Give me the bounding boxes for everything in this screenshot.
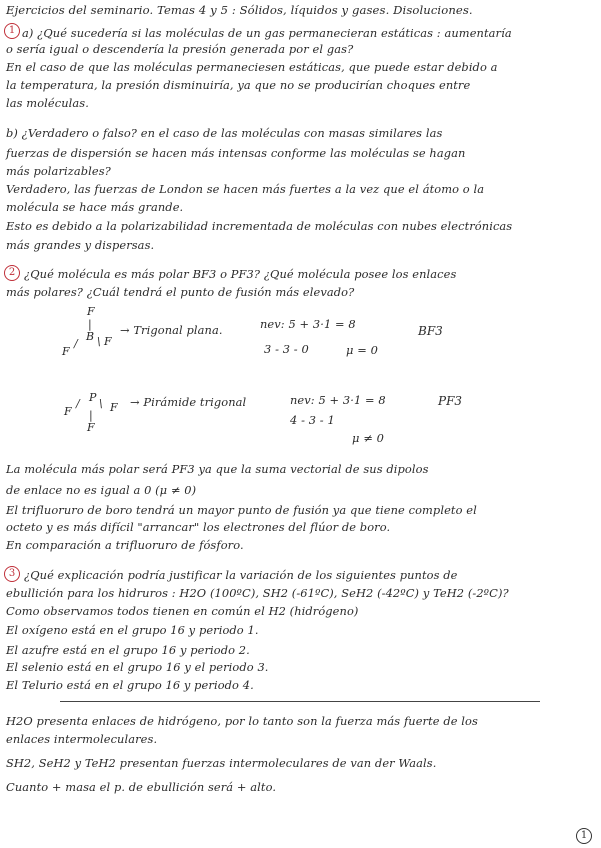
- pf3-label: PF3: [438, 394, 463, 408]
- ex2-question-line1: ¿Qué molécula es más polar BF3 o PF3? ¿Qué molécula posee los enlaces: [24, 267, 457, 281]
- ex3-answer-line1: Como observamos todos tienen en común el H2 (hidrógeno): [6, 604, 359, 618]
- ex1-answer-a-line3: las moléculas.: [6, 96, 89, 110]
- pf3-dipole: μ ≠ 0: [352, 431, 384, 445]
- pf3-bond-bottom: |: [89, 409, 93, 422]
- exercise-1-number: 1: [4, 23, 20, 39]
- bf3-nev: nev: 5 + 3·1 = 8: [260, 317, 356, 331]
- ex1-answer-a-line2: la temperatura, la presión disminuiría, ya que no se producirían choques entre: [6, 78, 471, 92]
- ex2-answer-line2: de enlace no es igual a 0 (μ ≠ 0): [6, 483, 197, 497]
- ex1-answer-b-line3: Esto es debido a la polarizabilidad incrementada de moléculas con nubes electrónicas: [6, 219, 513, 233]
- ex3-conclusion-line3: SH2, SeH2 y TeH2 presentan fuerzas intermoleculares de van der Waals.: [6, 756, 437, 770]
- ex3-question-line2: ebullición para los hidruros : H2O (100ºC), SH2 (-61ºC), SeH2 (-42ºC) y TeH2 (-2ºC)?: [6, 586, 509, 600]
- pf3-nev: nev: 5 + 3·1 = 8: [290, 393, 386, 407]
- page-title: Ejercicios del seminario. Temas 4 y 5 : Sólidos, líquidos y gases. Disoluciones.: [6, 3, 473, 17]
- bf3-geometry: → Trigonal plana.: [120, 323, 223, 337]
- bf3-label: BF3: [418, 324, 443, 338]
- ex1-question-b-line3: más polarizables?: [6, 164, 111, 178]
- ex1-question-b-line2: fuerzas de dispersión se hacen más intensas conforme las moléculas se hagan: [6, 146, 466, 160]
- ex3-answer-line3: El azufre está en el grupo 16 y periodo 2.: [6, 643, 250, 657]
- ex3-answer-line2: El oxígeno está en el grupo 16 y periodo 1.: [6, 623, 259, 637]
- bf3-bond-top: |: [88, 318, 92, 331]
- pf3-bond-right: \: [99, 397, 103, 410]
- pf3-fluorine-left: F: [64, 405, 72, 418]
- exercise-2-number: 2: [4, 265, 20, 281]
- ex1-answer-b-line2: molécula se hace más grande.: [6, 200, 184, 214]
- ex3-conclusion-line2: enlaces intermoleculares.: [6, 732, 158, 746]
- ex3-answer-line5: El Telurio está en el grupo 16 y periodo 4.: [6, 678, 254, 692]
- pf3-phosphorus: P: [89, 391, 97, 404]
- section-divider: [60, 701, 540, 702]
- bf3-fluorine-left: F: [62, 345, 70, 358]
- page-number: 1: [576, 828, 592, 844]
- bf3-numbers: 3 - 3 - 0: [264, 342, 309, 356]
- ex1-question-b-line1: b) ¿Verdadero o falso? en el caso de las moléculas con masas similares las: [6, 126, 443, 140]
- bf3-fluorine-right: F: [104, 335, 112, 348]
- pf3-bond-left: /: [76, 397, 80, 410]
- bf3-boron: B: [86, 330, 95, 343]
- ex2-answer-line1: La molécula más polar será PF3 ya que la suma vectorial de sus dipolos: [6, 462, 429, 476]
- ex3-conclusion-line1: H2O presenta enlaces de hidrógeno, por lo tanto son la fuerza más fuerte de los: [6, 714, 478, 728]
- pf3-geometry: → Pirámide trigonal: [130, 395, 247, 409]
- ex2-question-line2: más polares? ¿Cuál tendrá el punto de fusión más elevado?: [6, 285, 355, 299]
- ex1-question-a-line2: o sería igual o descendería la presión generada por el gas?: [6, 42, 354, 56]
- bf3-bond-left: /: [74, 337, 78, 350]
- bf3-bond-right: \: [97, 335, 101, 348]
- ex3-answer-line4: El selenio está en el grupo 16 y el periodo 3.: [6, 660, 269, 674]
- ex3-conclusion-line4: Cuanto + masa el p. de ebullición será + alto.: [6, 780, 277, 794]
- bf3-dipole: μ = 0: [346, 343, 378, 357]
- ex2-answer-line4: octeto y es más difícil "arrancar" los electrones del flúor de boro.: [6, 520, 391, 534]
- ex1-answer-a-line1: En el caso de que las moléculas permaneciesen estáticas, que puede estar debido a: [6, 60, 498, 74]
- ex1-answer-b-line4: más grandes y dispersas.: [6, 238, 155, 252]
- pf3-numbers: 4 - 3 - 1: [290, 413, 335, 427]
- bf3-fluorine-top: F: [87, 305, 95, 318]
- exercise-3-number: 3: [4, 566, 20, 582]
- pf3-fluorine-bottom: F: [87, 421, 95, 434]
- pf3-fluorine-right: F: [110, 401, 118, 414]
- ex2-answer-line3: El trifluoruro de boro tendrá un mayor punto de fusión ya que tiene completo el: [6, 503, 477, 517]
- ex2-answer-line5: En comparación a trifluoruro de fósforo.: [6, 538, 244, 552]
- ex1-question-a-line1: a) ¿Qué sucedería si las moléculas de un gas permanecieran estáticas : aumentaría: [22, 26, 512, 40]
- ex1-answer-b-line1: Verdadero, las fuerzas de London se hacen más fuertes a la vez que el átomo o la: [6, 182, 485, 196]
- ex3-question-line1: ¿Qué explicación podría justificar la variación de los siguientes puntos de: [24, 568, 458, 582]
